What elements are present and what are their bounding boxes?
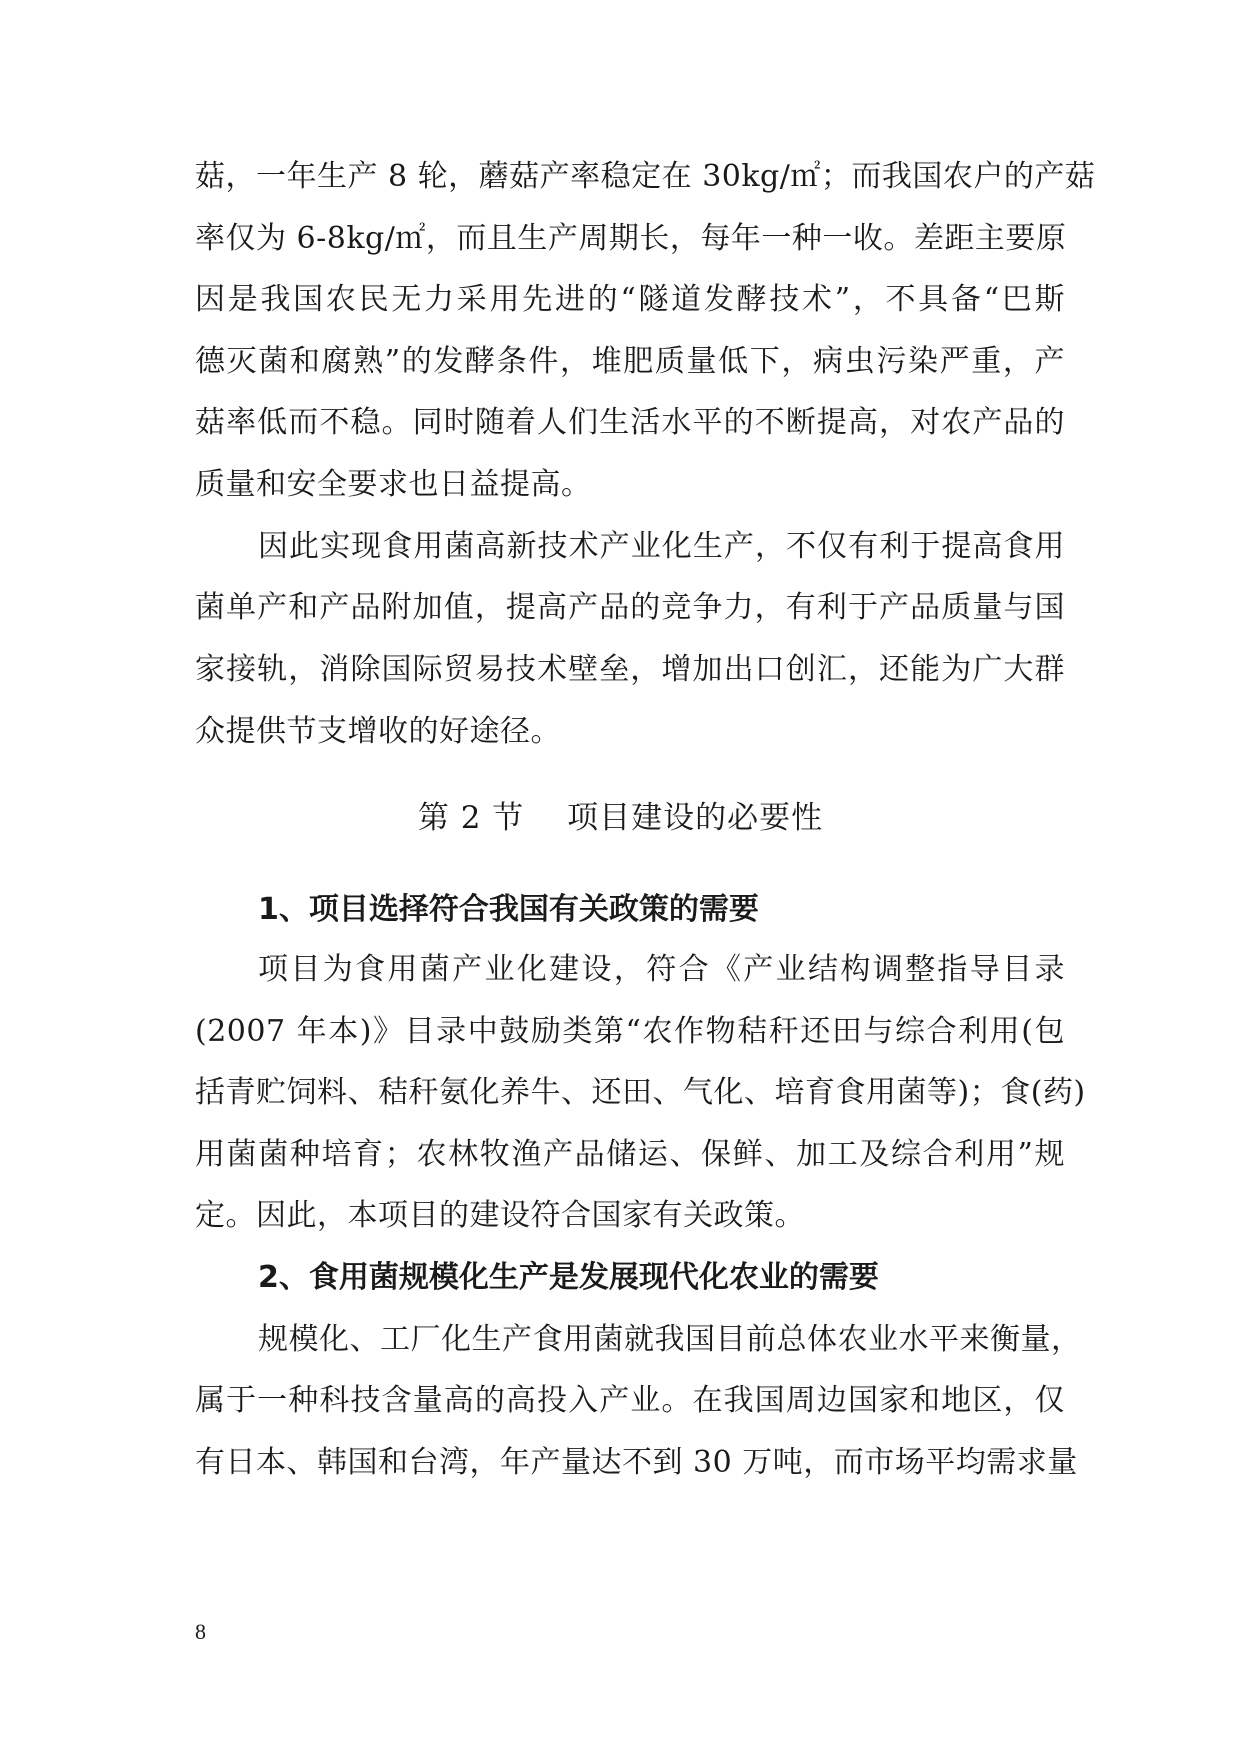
paragraph-line: 率仅为 6-8kg/㎡，而且生产周期长，每年一种一收。差距主要原: [195, 221, 1067, 256]
paragraph-line: 属于一种科技含量高的高投入产业。在我国周边国家和地区，仅: [195, 1383, 1065, 1418]
paragraph-line: 菌单产和产品附加值，提高产品的竞争力，有利于产品质量与国: [195, 590, 1065, 625]
section-title: 第 2 节 项目建设的必要性: [417, 800, 824, 836]
paragraph-line: 德灭菌和腐熟”的发酵条件，堆肥质量低下，病虫污染严重，产: [195, 344, 1065, 379]
paragraph-line: 用菌菌种培育；农林牧渔产品储运、保鲜、加工及综合利用”规: [195, 1137, 1065, 1172]
subsection-heading-2: 2、食用菌规模化生产是发展现代化农业的需要: [258, 1260, 879, 1295]
paragraph-line: 定。因此，本项目的建设符合国家有关政策。: [195, 1198, 805, 1233]
paragraph-line: 菇，一年生产 8 轮，蘑菇产率稳定在 30kg/㎡；而我国农户的产菇: [195, 159, 1096, 194]
page-number: 8: [195, 1619, 206, 1644]
paragraph-line: 因此实现食用菌高新技术产业化生产，不仅有利于提高食用: [258, 529, 1065, 564]
paragraph-line: (2007 年本)》目录中鼓励类第“农作物秸秆还田与综合利用(包: [195, 1014, 1065, 1049]
paragraph-line: 括青贮饲料、秸秆氨化养牛、还田、气化、培育食用菌等)；食(药): [195, 1075, 1086, 1110]
paragraph-line: 质量和安全要求也日益提高。: [195, 467, 592, 502]
subsection-heading-1: 1、项目选择符合我国有关政策的需要: [258, 892, 759, 927]
paragraph-line: 规模化、工厂化生产食用菌就我国目前总体农业水平来衡量，: [258, 1322, 1082, 1357]
paragraph-line: 有日本、韩国和台湾，年产量达不到 30 万吨，而市场平均需求量: [195, 1445, 1078, 1480]
paragraph-line: 项目为食用菌产业化建设，符合《产业结构调整指导目录: [258, 952, 1065, 987]
paragraph-line: 众提供节支增收的好途径。: [195, 714, 561, 749]
paragraph-line: 家接轨，消除国际贸易技术壁垒，增加出口创汇，还能为广大群: [195, 652, 1065, 687]
paragraph-line: 因是我国农民无力采用先进的“隧道发酵技术”，不具备“巴斯: [195, 282, 1065, 317]
paragraph-line: 菇率低而不稳。同时随着人们生活水平的不断提高，对农产品的: [195, 405, 1065, 440]
